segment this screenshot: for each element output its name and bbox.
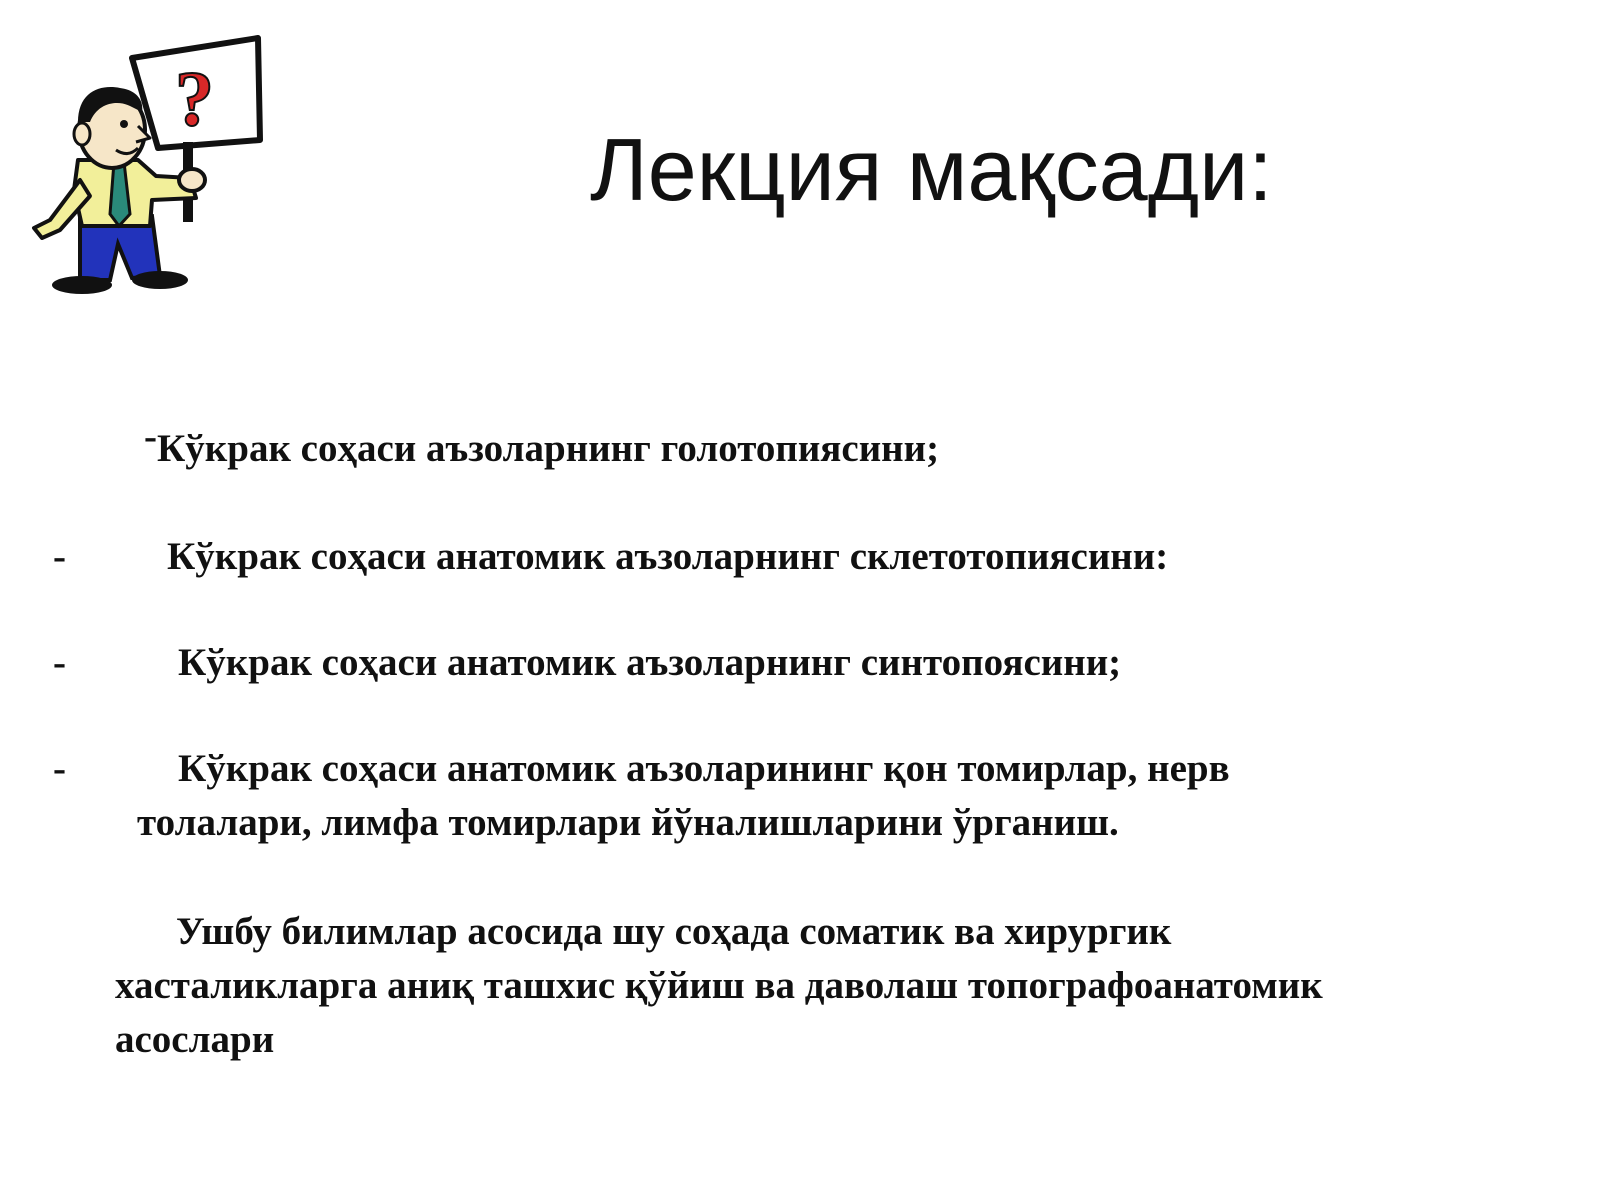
goal-item-4-line-2: толалари, лимфа томирлари йўналишларини ўрганиш. (137, 801, 1119, 844)
goal-item-3: Кўкрак соҳаси анатомик аъзоларнинг синтопоясини; (178, 641, 1122, 684)
goal-item-2: Кўкрак соҳаси анатомик аъзоларнинг склетотопиясини: (167, 535, 1169, 578)
bullet-dash: - (53, 641, 66, 684)
right-shoe (132, 271, 188, 289)
left-shoe (52, 276, 112, 294)
summary-line-2: хасталикларга аниқ ташхис қўйиш ва даволаш топографоанатомик (115, 964, 1323, 1007)
ear (74, 123, 90, 145)
goal-item-1 (144, 415, 940, 476)
shirt (74, 160, 196, 226)
summary-line-1: Ушбу билимлар асосида шу соҳада соматик ва хирургик (176, 910, 1172, 953)
bullet-dash: - (53, 535, 66, 578)
summary-paragraph (115, 905, 1555, 1067)
eye (120, 120, 128, 128)
goal-item-4-line-1: Кўкрак соҳаси анатомик аъзоларининг қон томирлар, нерв (178, 747, 1230, 790)
bullet-dash: - (53, 747, 66, 790)
bullet-dash: - (144, 415, 157, 458)
man-holding-question-sign-icon (20, 30, 270, 305)
page-title: Лекция мақсади: (590, 120, 1273, 219)
question-mark-symbol: ? (175, 55, 214, 142)
goal-item-1-text: Кўкрак соҳаси аъзоларнинг голотопиясини; (157, 427, 940, 470)
right-hand (179, 169, 205, 191)
summary-line-3: асослари (115, 1018, 275, 1061)
